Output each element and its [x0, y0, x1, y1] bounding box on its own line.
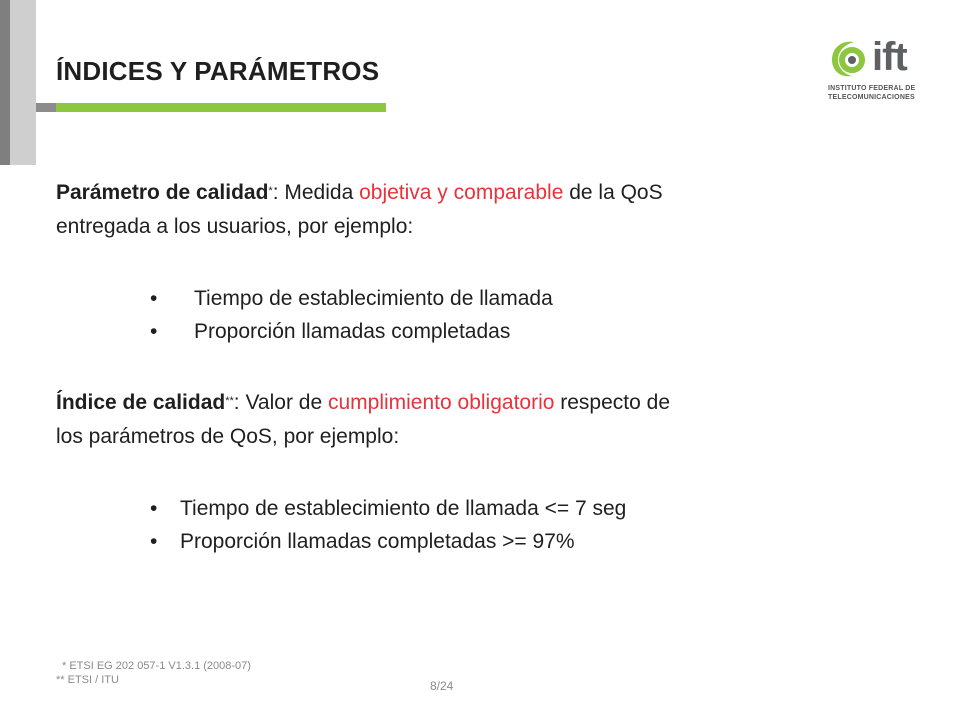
- list-item: [150, 525, 626, 558]
- ift-subtitle: [828, 84, 915, 102]
- bullet-icon: •: [150, 530, 158, 553]
- bullet-icon: •: [150, 497, 158, 520]
- list-item: [150, 492, 627, 525]
- ift-logo-mark-icon: [826, 36, 872, 82]
- title-underline: [36, 103, 386, 112]
- ift-subtitle-line2: TELECOMUNICACIONES: [828, 94, 915, 101]
- list-item-text: Tiempo de establecimiento de llamada: [194, 287, 553, 310]
- page-number: 8/24: [430, 679, 454, 693]
- quality-index-highlight: cumplimiento obligatorio: [327, 391, 555, 414]
- bullet-icon: •: [150, 287, 158, 310]
- quality-parameter-highlight: objetiva y comparable: [359, 181, 564, 204]
- side-accent-light: [10, 0, 36, 165]
- quality-index-post: respecto de: [554, 391, 670, 414]
- quality-index-examples: [150, 492, 627, 558]
- quality-index-footnote-mark: **: [225, 395, 234, 407]
- list-item-text: Proporción llamadas completadas: [194, 320, 511, 343]
- quality-parameter-pre: : Medida: [272, 181, 360, 204]
- title-underline-green: [56, 103, 386, 112]
- quality-parameter-term: Parámetro de calidad: [56, 181, 269, 204]
- quality-parameter-line2: entregada a los usuarios, por ejemplo:: [56, 215, 414, 238]
- list-item: [150, 315, 553, 348]
- quality-index-line2: los parámetros de QoS, por ejemplo:: [56, 425, 400, 448]
- side-accent-dark: [0, 0, 10, 165]
- quality-index-pre: : Valor de: [233, 391, 328, 414]
- ift-logo: [826, 36, 936, 116]
- list-item-text: Proporción llamadas completadas >= 97%: [180, 530, 575, 553]
- quality-parameter-line1: [56, 176, 896, 210]
- quality-index-term: Índice de calidad: [56, 391, 226, 414]
- quality-parameter-definition: [56, 176, 896, 244]
- quality-parameter-footnote-mark: *: [268, 185, 273, 197]
- footnote-etsi-eg: * ETSI EG 202 057-1 V1.3.1 (2008-07): [62, 660, 251, 672]
- title-underline-gray: [36, 103, 56, 112]
- quality-parameter-post: de la QoS: [563, 181, 663, 204]
- footnotes: [56, 659, 251, 687]
- quality-index-line1: [56, 386, 896, 420]
- ift-wordmark: ift: [872, 35, 907, 79]
- quality-parameter-examples: [150, 282, 553, 348]
- quality-index-definition: [56, 386, 896, 454]
- ift-subtitle-line1: INSTITUTO FEDERAL DE: [828, 85, 916, 92]
- list-item-text: Tiempo de establecimiento de llamada <= 7 seg: [180, 497, 627, 520]
- bullet-icon: •: [150, 320, 158, 343]
- footnote-etsi-itu: ** ETSI / ITU: [56, 674, 119, 686]
- slide-title: ÍNDICES Y PARÁMETROS: [56, 56, 380, 86]
- list-item: [150, 282, 553, 315]
